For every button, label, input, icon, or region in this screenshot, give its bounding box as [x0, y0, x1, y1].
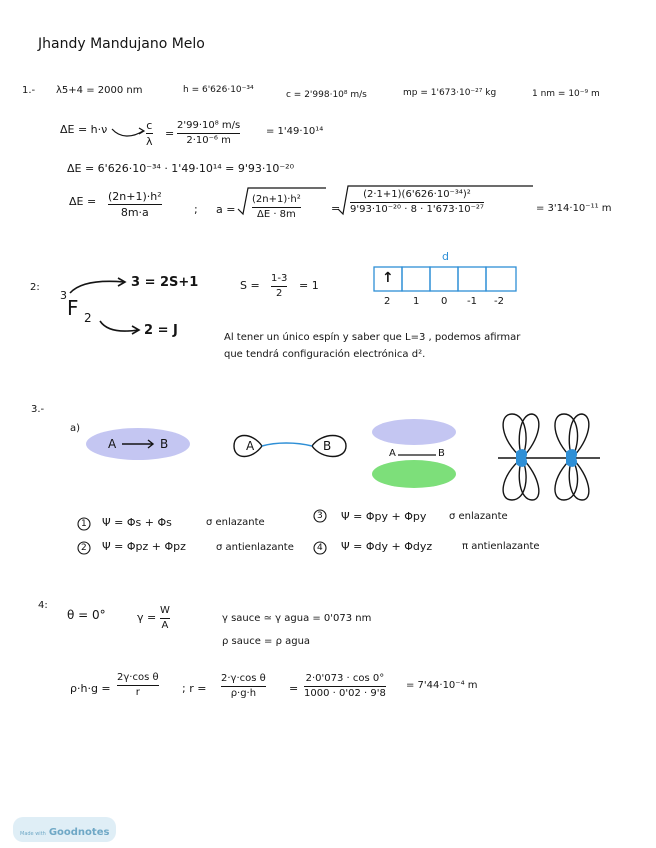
q1-c-over-lambda: c λ [146, 119, 153, 149]
spin-up-arrow: ↑ [382, 270, 394, 286]
radius-result: = 7'44·10⁻⁴ m [406, 680, 478, 691]
note-page: Jhandy Mandujano Melo 1.- λ5+4 = 2000 nm h = 6'626·10⁻³⁴ c = 2'998·10⁸ m/s mp = 1'673·10⁻²⁷ kg 1 nm = 10⁻⁹ m ΔE = h·ν c λ = 2'99·10⁸ m/s 2·10⁻⁶ m = 1'49·10¹⁴ ΔE = 6'626·10⁻³⁴ · 1'49·10¹⁴ = 9'93·10⁻²⁰ ΔE = (2n+1)·h² 8m·a ; a = (2n+1)·h² ΔE · 8m = (2·1+1)(6'626·10⁻³⁴)² 9'93·10⁻²⁰ · 8 · 1'673·10⁻²⁷ = 3'14·10⁻¹¹ m 2: 3 F 2 3 = 2S+1 2 = J S = 1-3 2 = 1 d ↑ 2 1 0 -1 -2 Al tener un único espín y saber que L=3 , podemos afirmar que tendrá configuración electrónica d². 3.- a) A B A B A B 1 Ψ = Φs + Φs σ enlazante 2 Ψ = Φpz + Φpz σ antienlazante 3 Ψ = Φpy + Φpy σ enlazante 4 Ψ = Φdy + Φdyz π antienlazante 4: θ = 0° γ = W A γ sauce ≃ γ agua = 0'073 nm ρ sauce = ρ agua ρ·h·g = 2γ·cos θ r ; r = 2·γ·cos θ ρ·g·h = 2·0'073 · cos 0° 1000 · 0'02 · 9'8 = 7'44·10⁻⁴ m Made with Goodnotes [0, 0, 656, 848]
q2-explanation-line2: que tendrá configuración electrónica d². [224, 349, 426, 360]
item-note: π antienlazante [462, 541, 540, 552]
term-letter: F [67, 296, 79, 320]
multiplicity-eq: 3 = 2S+1 [131, 275, 199, 290]
radius-numeric-fraction: 2·0'073 · cos 0° 1000 · 0'02 · 9'8 [304, 673, 386, 700]
item-note: σ enlazante [449, 511, 508, 522]
atom-b-label: B [160, 437, 169, 451]
q1-sqrt-small [238, 188, 326, 214]
q1-sqrt-big [338, 186, 533, 214]
q1-light-speed: c = 2'998·10⁸ m/s [286, 90, 367, 100]
item-number: 2 [81, 543, 87, 553]
d-orbital-overlap [498, 414, 600, 500]
item-number: 4 [317, 543, 323, 553]
spin-result: = 1 [299, 279, 319, 292]
ml-value: -1 [467, 296, 477, 307]
item-number: 1 [81, 519, 87, 529]
q1-nm-conversion: 1 nm = 10⁻⁹ m [532, 89, 600, 99]
orbital-box [486, 267, 516, 291]
q1-de-lhs-2: ΔE = [69, 195, 97, 208]
ml-value: 2 [384, 296, 391, 307]
ml-value: 1 [413, 296, 420, 307]
j-eq: 2 = J [144, 323, 178, 338]
orbital-box [402, 267, 430, 291]
term-subscript: 2 [84, 311, 92, 325]
orbital-box [430, 267, 458, 291]
item-note: σ antienlazante [216, 542, 294, 553]
orbital-box [458, 267, 486, 291]
item-number: 3 [317, 511, 323, 521]
q1-de-lhs: ΔE = h·ν [60, 123, 108, 136]
q1-frequency-result: = 1'49·10¹⁴ [266, 126, 324, 137]
bonding-lobe-top [372, 419, 456, 445]
jurin-fraction: 2γ·cos θ r [117, 672, 159, 699]
ml-value: -2 [494, 296, 504, 307]
badge-made-with: Made with [20, 831, 46, 837]
q2-explanation-line1: Al tener un único espín y saber que L=3 , podemos afirmar [224, 332, 521, 343]
overlap-line [262, 443, 312, 446]
q2-number: 2: [30, 282, 40, 293]
q1-values-fraction: 2'99·10⁸ m/s 2·10⁻⁶ m [177, 120, 241, 147]
gamma-lhs: γ = [137, 611, 157, 624]
overlap-blob-left [516, 449, 527, 467]
item-equation: Ψ = Φs + Φs [102, 516, 172, 529]
q1-energy-level-fraction: (2n+1)·h² 8m·a [108, 190, 162, 220]
q1-a-lhs: a = [216, 203, 236, 216]
q3-number: 3.- [31, 404, 45, 415]
badge-brand: Goodnotes [48, 827, 110, 838]
atom-a-label: A [389, 448, 396, 459]
item-note: σ enlazante [206, 517, 265, 528]
spin-lhs: S = [240, 279, 260, 292]
density-line: ρ sauce = ρ agua [222, 636, 311, 647]
jurin-r-lhs: ; r = [182, 682, 207, 695]
q1-arrow [112, 129, 143, 136]
q2-arrow-top [70, 281, 124, 293]
jurin-equals: = [289, 682, 299, 695]
goodnotes-badge[interactable] [13, 817, 116, 842]
q1-a-result: = 3'14·10⁻¹¹ m [536, 203, 612, 214]
radius-formula-fraction: 2·γ·cos θ ρ·g·h [221, 673, 266, 700]
spin-fraction: 1-3 2 [271, 273, 288, 300]
ml-value: 0 [441, 296, 448, 307]
q1-lambda: λ5+4 = 2000 nm [56, 85, 143, 96]
q1-proton-mass: mp = 1'673·10⁻²⁷ kg [403, 88, 497, 98]
atom-b-label: B [323, 439, 332, 453]
item-equation: Ψ = Φdy + Φdyz [341, 540, 433, 553]
q3-part-a: a) [70, 423, 81, 434]
atom-b-label: B [438, 448, 445, 459]
atom-a-label: A [108, 437, 117, 451]
q4-number: 4: [38, 600, 48, 611]
overlap-blob-right [566, 449, 577, 467]
page-title: Jhandy Mandujano Melo [38, 36, 205, 52]
q1-a-numeric-fraction: (2·1+1)(6'626·10⁻³⁴)² 9'93·10⁻²⁰ · 8 · 1'673·10⁻²⁷ [350, 189, 484, 216]
contact-angle: θ = 0° [67, 608, 106, 622]
jurin-lhs: ρ·h·g = [70, 682, 111, 695]
gamma-fraction: W A [160, 605, 170, 632]
atom-a-label: A [246, 439, 255, 453]
q1-energy-line: ΔE = 6'626·10⁻³⁴ · 1'49·10¹⁴ = 9'93·10⁻²⁰ [67, 162, 294, 175]
term-superscript: 3 [60, 289, 67, 302]
item-equation: Ψ = Φpz + Φpz [102, 540, 186, 553]
d-orbital-boxes [374, 267, 516, 291]
q1-a-fraction: (2n+1)·h² ΔE · 8m [252, 194, 301, 221]
item-equation: Ψ = Φpy + Φpy [341, 510, 427, 523]
bonding-lobe-bottom [372, 460, 456, 488]
surface-tension-line: γ sauce ≃ γ agua = 0'073 nm [222, 613, 372, 624]
q1-number: 1.- [22, 85, 36, 96]
d-label: d [442, 250, 449, 263]
q1-planck: h = 6'626·10⁻³⁴ [183, 85, 254, 95]
